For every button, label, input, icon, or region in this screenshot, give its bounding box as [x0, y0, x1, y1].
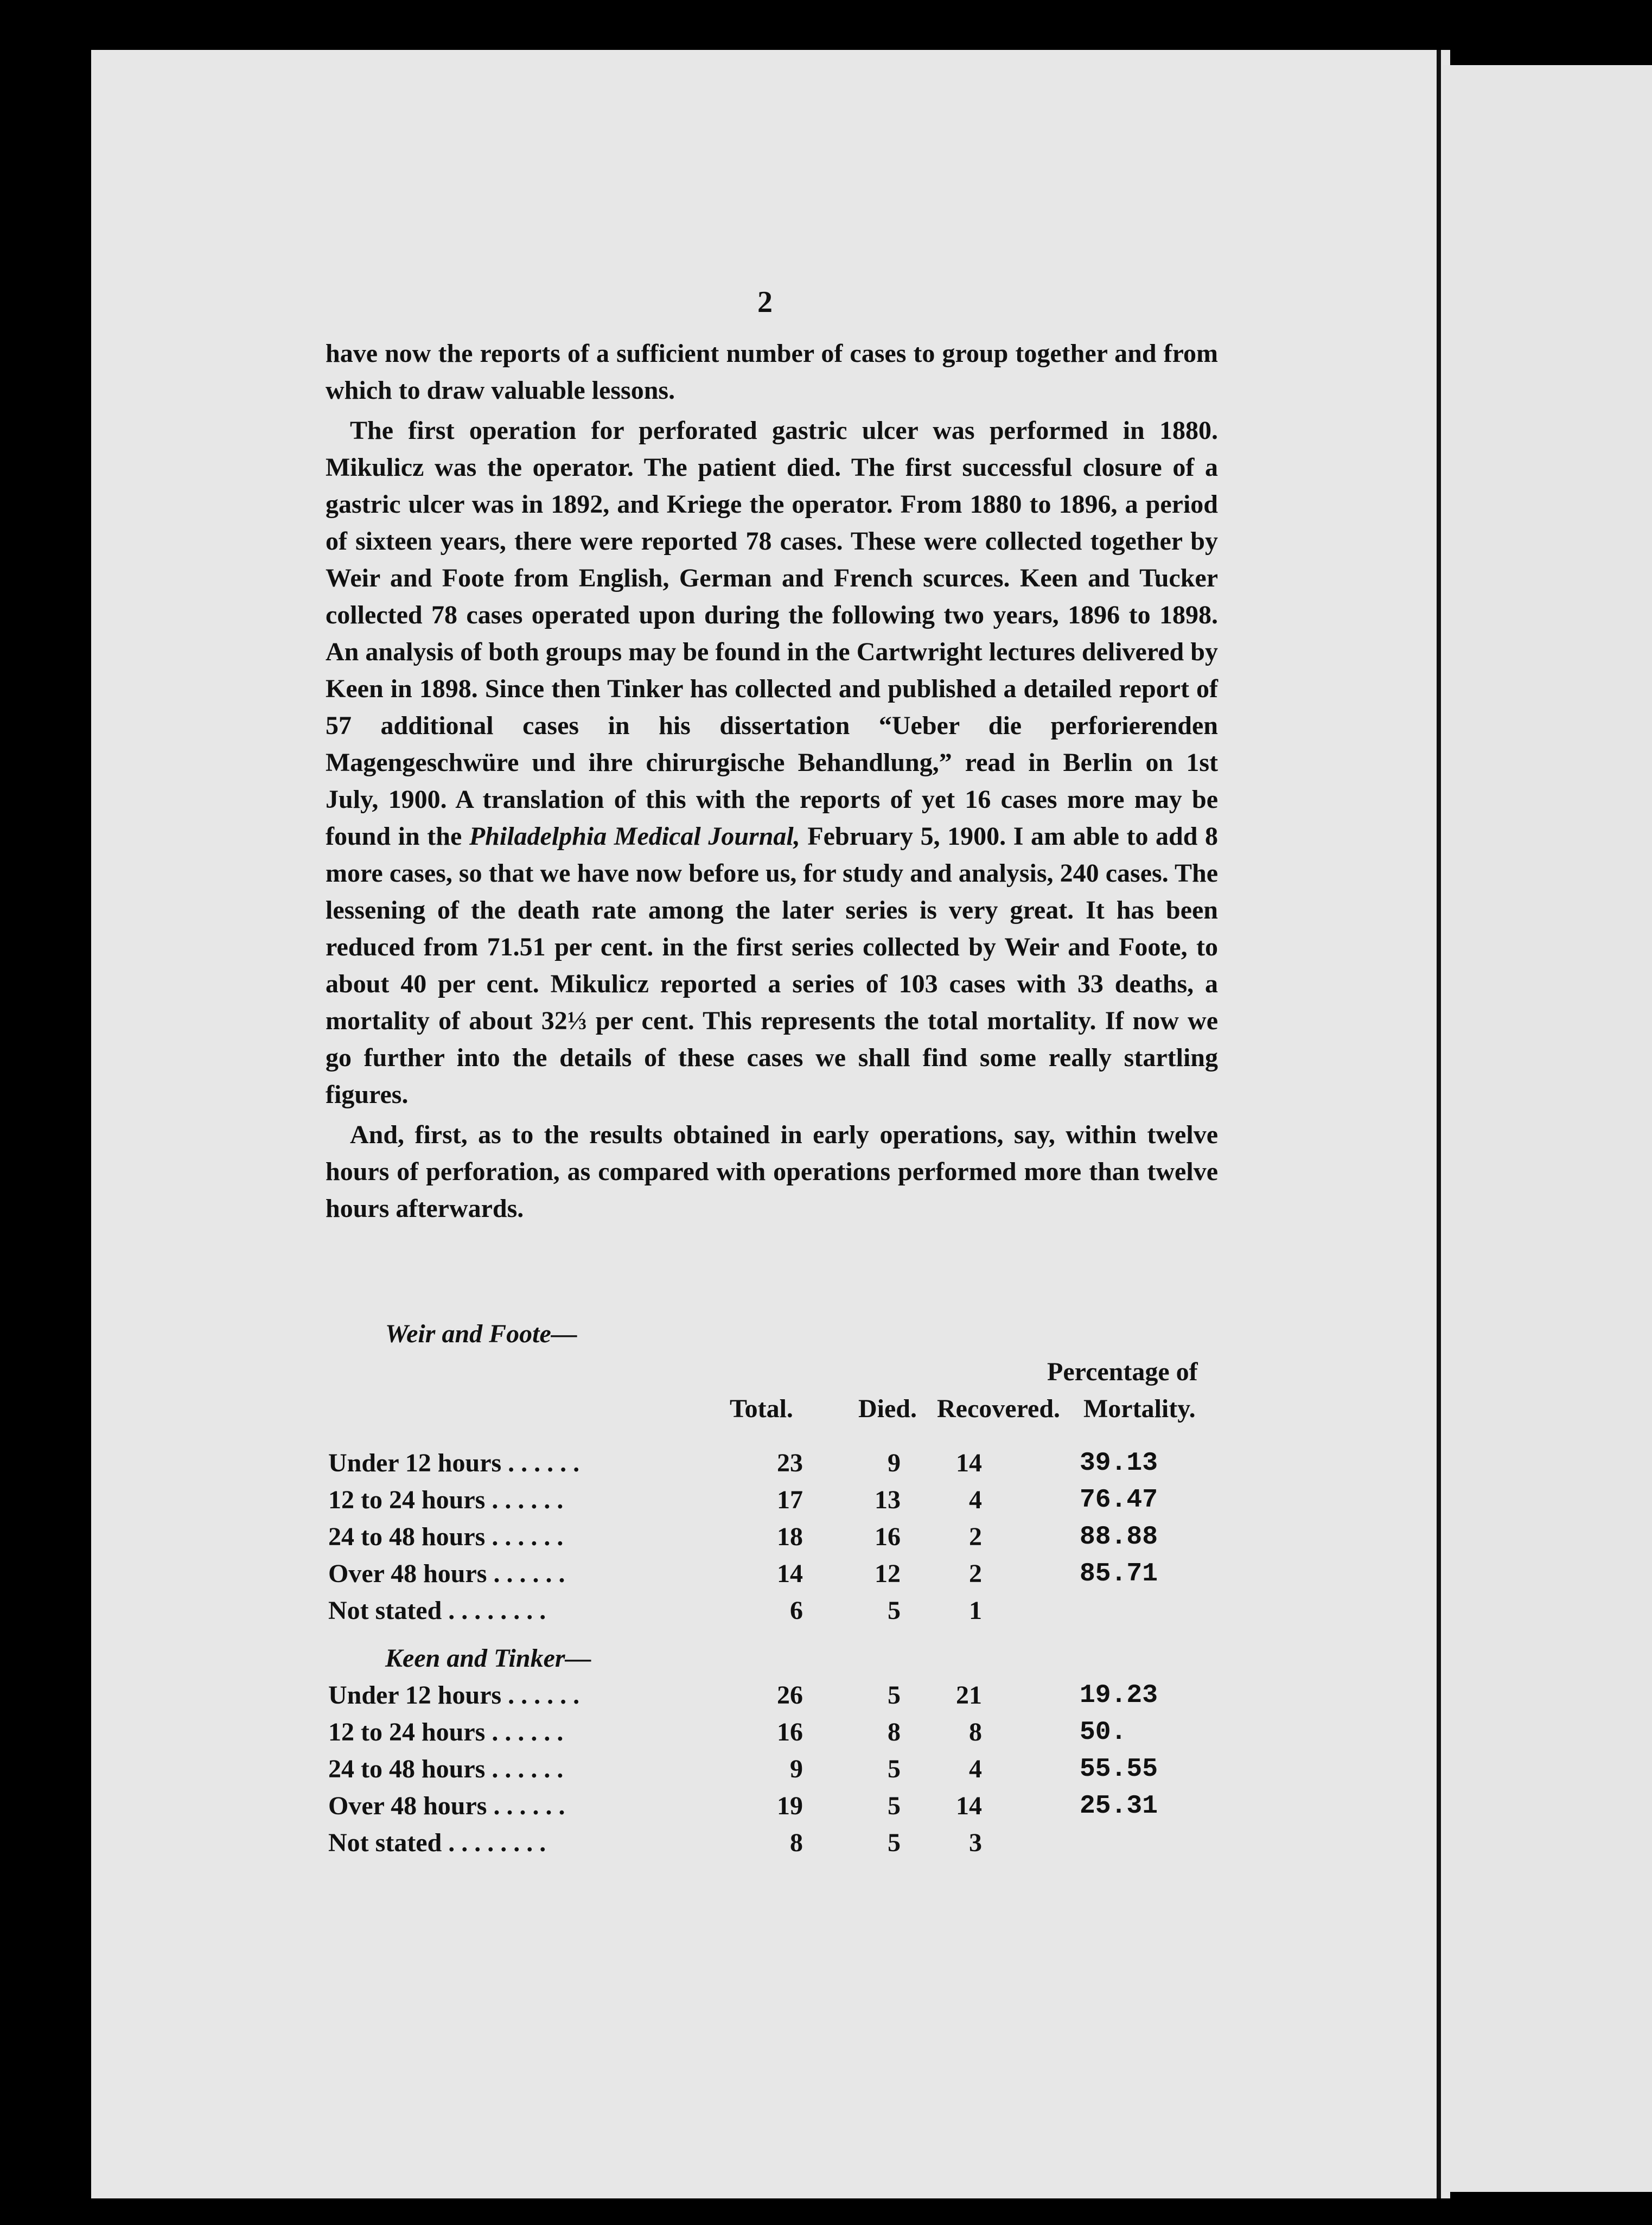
cell-recovered: 4 [969, 1486, 982, 1514]
cell-died: 5 [888, 1792, 901, 1820]
cell-total: 23 [777, 1449, 803, 1477]
paragraph-3: And, first, as to the results obtained in early operations, say, within twelve hours of perforation, as compared with operations performed more than twelve hours afterwards. [326, 1120, 1218, 1223]
row-label: 12 to 24 hours . . . . . . [328, 1486, 564, 1514]
cell-recovered: 2 [969, 1559, 982, 1588]
table-row [326, 1592, 1226, 1629]
header-percentage-line2: Mortality. [1083, 1394, 1196, 1423]
header-total: Total. [730, 1394, 793, 1423]
header-recovered: Recovered. [937, 1394, 1061, 1423]
cell-died: 12 [875, 1559, 901, 1588]
cell-total: 26 [777, 1681, 803, 1710]
cell-total: 14 [777, 1559, 803, 1588]
table-row [326, 1445, 1226, 1482]
table-row [326, 1825, 1226, 1861]
row-label: Not stated . . . . . . . . [328, 1828, 546, 1857]
cell-recovered: 14 [956, 1792, 982, 1820]
cell-died: 5 [888, 1596, 901, 1625]
cell-died: 13 [875, 1486, 901, 1514]
row-label: Over 48 hours . . . . . . [328, 1559, 565, 1588]
row-label: Under 12 hours . . . . . . [328, 1681, 580, 1710]
cell-percentage: 88.88 [1080, 1522, 1158, 1552]
table-row [326, 1555, 1226, 1592]
cell-recovered: 14 [956, 1449, 982, 1477]
table-row [326, 1751, 1226, 1788]
cell-percentage: 55.55 [1080, 1755, 1158, 1784]
header-percentage-line1: Percentage of [1047, 1357, 1198, 1386]
cell-recovered: 1 [969, 1596, 982, 1625]
row-label: Over 48 hours . . . . . . [328, 1792, 565, 1820]
journal-title: Philadelphia Medical Journal, [469, 822, 800, 851]
page-gutter [1437, 50, 1441, 2198]
body-text [326, 335, 1218, 1231]
cell-total: 17 [777, 1486, 803, 1514]
group-label-weir-foote: Weir and Foote— [385, 1319, 577, 1348]
cell-percentage: 39.13 [1080, 1449, 1158, 1478]
cell-died: 5 [888, 1681, 901, 1710]
cell-died: 16 [875, 1522, 901, 1551]
row-label: 24 to 48 hours . . . . . . [328, 1522, 564, 1551]
cell-died: 5 [888, 1755, 901, 1783]
table-header [326, 1353, 1226, 1445]
row-label: Not stated . . . . . . . . [328, 1596, 546, 1625]
cell-total: 18 [777, 1522, 803, 1551]
cell-died: 9 [888, 1449, 901, 1477]
header-died: Died. [858, 1394, 917, 1423]
cell-total: 8 [790, 1828, 803, 1857]
cell-died: 8 [888, 1718, 901, 1746]
row-label: 24 to 48 hours . . . . . . [328, 1755, 564, 1783]
table-row [326, 1519, 1226, 1555]
paragraph-2-head: The first operation for perforated gastric ulcer was performed in 1880. Mikulicz was the operator. The patient died. The first successful closure of a gastric ulcer was in 1892, and Kriege the operator. From 1880 to 1896, a period of sixteen years, there were reported 78 cases. These were collected together by Weir and Foote from English, German and French scurces. Keen and Tucker collected 78 cases operated upon during the following two years, 1896 to 1898. An analysis of both groups may be found in the Cartwright lectures delivered by Keen in 1898. Since then Tinker has collected and published a detailed report of 57 additional cases in his dissertation “Ueber die perforierenden Magengeschwüre und ihre chirurgische Behandlung,” read in Berlin on 1st July, 1900. A translation of this with the reports of yet 16 cases more may be found in the [326, 416, 1218, 851]
cell-died: 5 [888, 1828, 901, 1857]
table-row [326, 1788, 1226, 1825]
cell-total: 19 [777, 1792, 803, 1820]
cell-recovered: 4 [969, 1755, 982, 1783]
paragraph-2 [326, 412, 1218, 1113]
adjacent-page-edge [1443, 65, 1652, 2192]
table-row [326, 1677, 1226, 1714]
cell-total: 16 [777, 1718, 803, 1746]
page-number: 2 [757, 285, 773, 319]
table-row [326, 1714, 1226, 1751]
cell-recovered: 8 [969, 1718, 982, 1746]
cell-recovered: 21 [956, 1681, 982, 1710]
group-label-keen-tinker: Keen and Tinker— [385, 1644, 591, 1673]
cell-percentage: 76.47 [1080, 1486, 1158, 1515]
mortality-table [326, 1316, 1226, 1861]
paragraph-1: have now the reports of a sufficient number of cases to group together and from which to draw valuable lessons. [326, 339, 1218, 405]
cell-total: 6 [790, 1596, 803, 1625]
cell-total: 9 [790, 1755, 803, 1783]
row-label: Under 12 hours . . . . . . [328, 1449, 580, 1477]
table-row [326, 1482, 1226, 1519]
paragraph-2-tail: February 5, 1900. I am able to add 8 more cases, so that we have now before us, for study and analysis, 240 cases. The lessening of the death rate among the later series is very great. It has been reduced from 71.51 per cent. in the first series collected by Weir and Foote, to about 40 per cent. Mikulicz reported a series of 103 cases with 33 deaths, a mortality of about 32⅓ per cent. This represents the total mortality. If now we go further into the details of these cases we shall find some really startling figures. [326, 822, 1219, 1109]
cell-percentage: 19.23 [1080, 1681, 1158, 1710]
cell-percentage: 85.71 [1080, 1559, 1158, 1589]
row-label: 12 to 24 hours . . . . . . [328, 1718, 564, 1746]
cell-percentage: 50. [1080, 1718, 1127, 1747]
cell-percentage: 25.31 [1080, 1792, 1158, 1821]
cell-recovered: 2 [969, 1522, 982, 1551]
cell-recovered: 3 [969, 1828, 982, 1857]
